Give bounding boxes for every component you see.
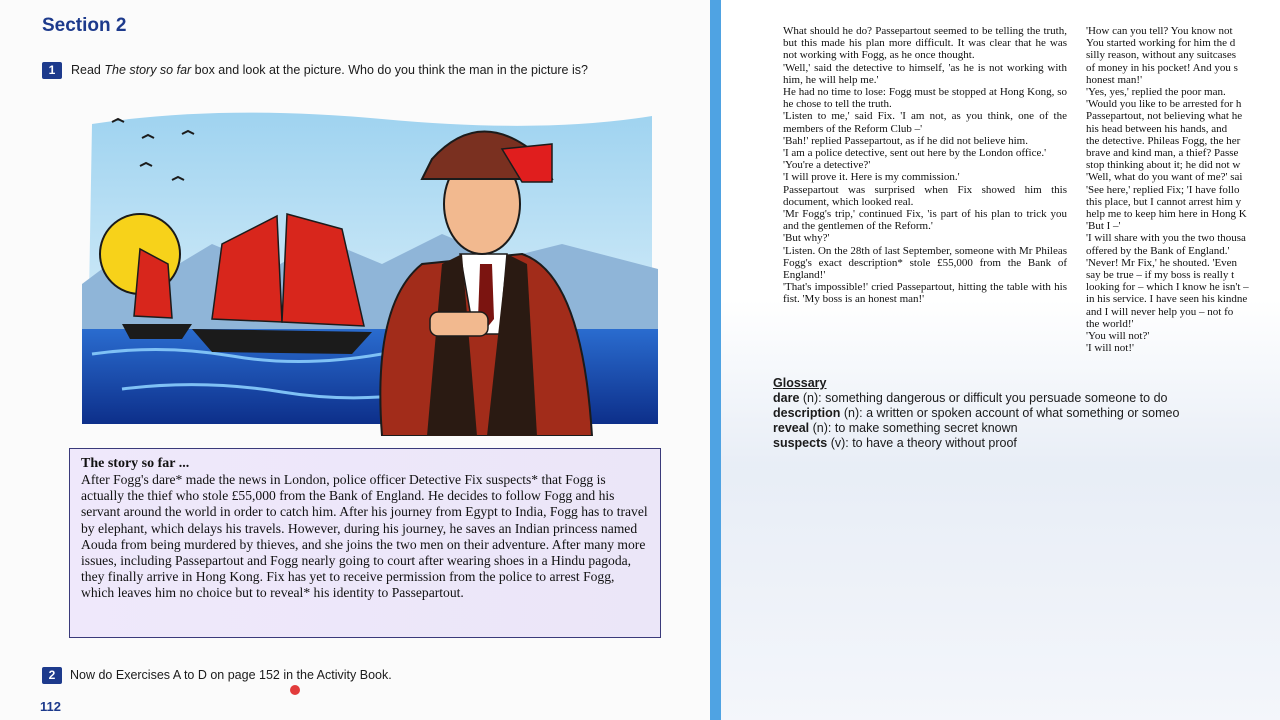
glossary-pos: (n) bbox=[812, 421, 828, 435]
question-2-text: Now do Exercises A to D on page 152 in the Activity Book. bbox=[70, 668, 392, 682]
page-number: 112 bbox=[40, 699, 61, 714]
paragraph: 'I am a police detective, sent out here by the London office.' bbox=[783, 147, 1047, 160]
story-text: After Fogg's dare* made the news in London, police officer Detective Fix suspects* that Fogg is actually the thief who stole £55,000 from the Bank of England. He decides to follow Fogg and his servant around the world in order to catch him. After his journey from Egypt to India, Fogg has to travel by elephant, which delays his travels. However, during his journey, he saves an Indian princess named Aouda from being murdered by thieves, and she joins the two men on their adventure. After many more issues, including Passepartout and Fogg nearly going to court after wearing shoes in a Hindu pagoda, they finally arrive in Hong Kong. Fix has yet to receive permission from the police to arrest Fogg, which leaves him no choice but to reveal* his identity to Passepartout. bbox=[81, 472, 648, 601]
story-column-right bbox=[1086, 25, 1280, 354]
illustration bbox=[82, 104, 658, 436]
glossary-definition: : a written or spoken account of what something or someo bbox=[859, 406, 1180, 420]
glossary-term: dare bbox=[773, 391, 800, 405]
line: honest man!' bbox=[1086, 73, 1143, 86]
paragraph: 'But why?' bbox=[783, 232, 830, 245]
glossary-term: reveal bbox=[773, 421, 810, 435]
question-1-text bbox=[71, 63, 631, 77]
right-page bbox=[721, 0, 1280, 720]
glossary-entry bbox=[773, 406, 1179, 421]
line: 'How can you tell? You know not bbox=[1086, 25, 1233, 37]
line: 'I will not!' bbox=[1086, 342, 1134, 355]
line: help me to keep him here in Hong K bbox=[1086, 208, 1247, 221]
story-title: The story so far ... bbox=[81, 456, 190, 471]
book-spine bbox=[710, 0, 721, 720]
background-watermark bbox=[721, 300, 1280, 720]
detective-hong-kong-icon bbox=[82, 104, 658, 436]
line: of money in his pocket! And you s bbox=[1086, 61, 1238, 74]
q1-text-after: box and look at the picture. Who do you think the man in the picture is? bbox=[191, 63, 588, 77]
glossary-pos: (v) bbox=[830, 436, 846, 450]
cursor-dot bbox=[290, 685, 300, 695]
paragraph: Passepartout was surprised when Fix showed him this document, which looked real. bbox=[783, 183, 1067, 208]
paragraph: 'That's impossible!' cried Passepartout, hitting the table with his fist. 'My boss is an honest man!' bbox=[783, 281, 1067, 306]
glossary-definition: : to make something secret known bbox=[827, 421, 1018, 435]
paragraph: 'I will prove it. Here is my commission.' bbox=[783, 171, 960, 184]
line: the detective. Phileas Fogg, the her bbox=[1086, 134, 1241, 147]
line: silly reason, without any suitcases bbox=[1086, 49, 1237, 62]
line: and I will never help you – not fo bbox=[1086, 305, 1234, 318]
glossary-definition: : something dangerous or difficult you persuade someone to do bbox=[818, 391, 1168, 405]
story-column-left bbox=[783, 25, 1067, 306]
line: 'Never! Mr Fix,' he shouted. 'Even bbox=[1086, 256, 1238, 269]
line: his head between his hands, and bbox=[1086, 122, 1228, 135]
glossary bbox=[773, 376, 1179, 451]
paragraph: What should he do? Passepartout seemed to be telling the truth, but this made his plan more difficult. It was clear that he was not working with Fogg, as he once thought. bbox=[783, 25, 1067, 62]
glossary-title: Glossary bbox=[773, 376, 827, 390]
line: in his service. I have seen his kindne bbox=[1086, 293, 1248, 306]
glossary-entry bbox=[773, 436, 1179, 451]
glossary-pos: (n) bbox=[843, 406, 860, 420]
line: stop thinking about it; he did not w bbox=[1086, 159, 1241, 172]
glossary-term: suspects bbox=[773, 436, 828, 450]
line: this place, but I cannot arrest him y bbox=[1086, 195, 1242, 208]
line: Passepartout, not believing what he bbox=[1086, 110, 1243, 123]
line: 'Would you like to be arrested for h bbox=[1086, 98, 1242, 111]
paragraph: 'Mr Fogg's trip,' continued Fix, 'is part of his plan to trick you and the gentlemen of the Reform.' bbox=[783, 208, 1067, 233]
story-so-far-box bbox=[69, 448, 661, 638]
line: 'But I –' bbox=[1086, 220, 1121, 233]
paragraph: 'Well,' said the detective to himself, 'as he is not working with him, he will help me.' bbox=[783, 61, 1067, 86]
q1-text-before: Read bbox=[71, 63, 105, 77]
glossary-entry bbox=[773, 421, 1179, 436]
line: the world!' bbox=[1086, 317, 1134, 330]
line: brave and kind man, a thief? Passe bbox=[1086, 147, 1239, 160]
paragraph: 'Listen to me,' said Fix. 'I am not, as you think, one of the members of the Reform Club –' bbox=[783, 110, 1067, 135]
question-2-number: 2 bbox=[42, 667, 62, 684]
paragraph: 'Bah!' replied Passepartout, as if he did not believe him. bbox=[783, 134, 1028, 147]
paragraph: He had no time to lose: Fogg must be stopped at Hong Kong, so he chose to tell the truth. bbox=[783, 86, 1067, 111]
line: 'Yes, yes,' replied the poor man. bbox=[1086, 86, 1226, 99]
q1-text-italic: The story so far bbox=[104, 63, 192, 77]
line: You started working for him the d bbox=[1086, 37, 1236, 50]
glossary-pos: (n) bbox=[802, 391, 819, 405]
question-1-number: 1 bbox=[42, 62, 62, 79]
glossary-term: description bbox=[773, 406, 841, 420]
line: say be true – if my boss is really t bbox=[1086, 269, 1235, 282]
line: 'I will share with you the two thousa bbox=[1086, 232, 1246, 245]
glossary-entry bbox=[773, 391, 1179, 406]
line: 'See here,' replied Fix; 'I have follo bbox=[1086, 183, 1240, 196]
line: offered by the Bank of England.' bbox=[1086, 244, 1230, 257]
line: 'You will not?' bbox=[1086, 330, 1150, 343]
paragraph: 'You're a detective?' bbox=[783, 159, 871, 172]
section-title: Section 2 bbox=[42, 15, 127, 36]
glossary-definition: : to have a theory without proof bbox=[845, 436, 1017, 450]
line: 'Well, what do you want of me?' sai bbox=[1086, 171, 1243, 184]
paragraph: 'Listen. On the 28th of last September, someone with Mr Phileas Fogg's exact description* stole £55,000 from the Bank of England!' bbox=[783, 244, 1067, 282]
line: looking for – which I know he isn't – bbox=[1086, 281, 1249, 294]
